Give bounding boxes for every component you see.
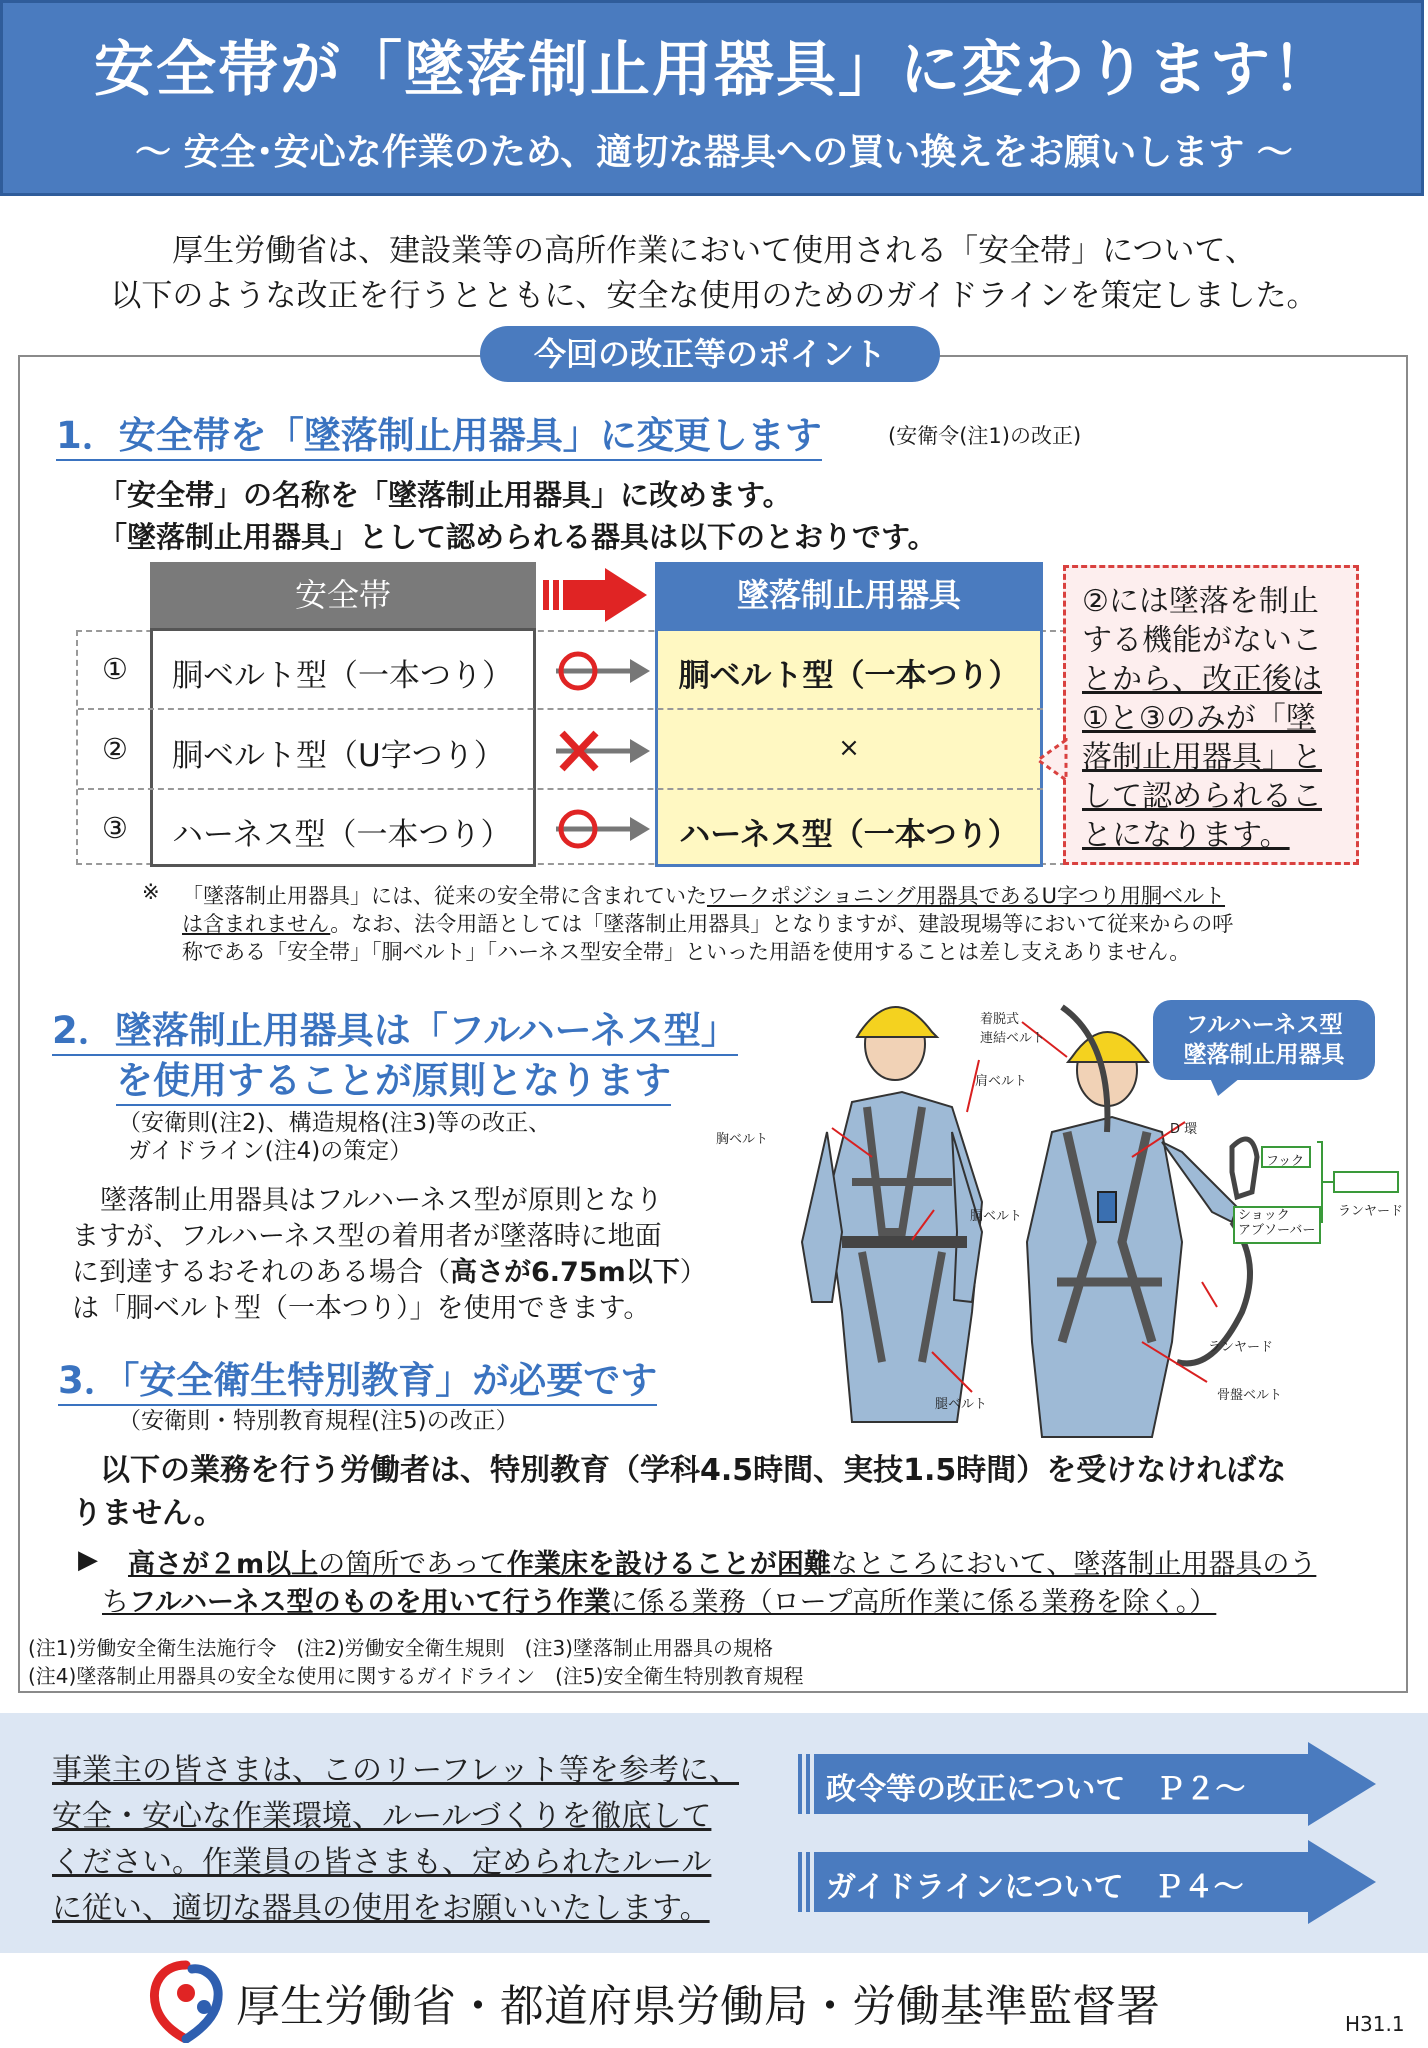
callout-line: 落制止用器具」と (1082, 740, 1322, 775)
table-row-right: × (838, 733, 860, 763)
worker-front-figure (802, 1007, 982, 1422)
section2-body-4: は「胴ベルト型（一本つり）」を使用できます。 (72, 1293, 651, 1324)
label-detachable: 着脱式 連結ベルト (980, 1012, 1046, 1046)
table-row-left: ハーネス型（一本つり） (172, 817, 512, 853)
bullet-triangle-icon: ▶ (78, 1545, 98, 1575)
section3-body-2: りません。 (72, 1496, 224, 1531)
label-hook: フック (1266, 1154, 1305, 1169)
table-row-number: ② (102, 732, 128, 766)
page-title: 安全帯が「墜落制止用器具」に変わります！ (94, 35, 1334, 105)
callout-line: とから、改正後は (1082, 662, 1322, 697)
red-arrow-icon (543, 566, 651, 624)
intro-line-2: 以下のような改正を行うとともに、安全な使用のためのガイドラインを策定しました。 (110, 278, 1318, 314)
footer-organization: 厚生労働省・都道府県労働局・労働基準監督署 (236, 1981, 1160, 2032)
table-right-header: 墜落制止用器具 (655, 562, 1043, 628)
guideline-link-label[interactable]: ガイドラインについて Ｐ４～ (826, 1870, 1244, 1905)
callout-pointer (1036, 738, 1068, 782)
footnote-line-1: 「墜落制止用器具」には、従来の安全帯に含まれていたワークポジショニング用器具であるU字つり用胴ベルト (182, 884, 1226, 908)
bottom-message-line: ください。作業員の皆さまも、定められたルール (52, 1845, 712, 1880)
table-row-number: ③ (102, 811, 128, 845)
label-waist-belt: 胴ベルト (970, 1209, 1023, 1224)
section1-title: 1．安全帯を「墜落制止用器具」に変更します (56, 405, 822, 461)
bubble-line-1: フルハーネス型 (1185, 1012, 1343, 1038)
circle-arrow-icon (550, 806, 652, 852)
callout-line: して認められるこ (1082, 779, 1322, 814)
section2-body-3: に到達するおそれのある場合（高さが6.75m以下） (72, 1257, 707, 1288)
label-shock-absorber: ショック アブソーバー (1238, 1208, 1316, 1238)
label-shoulder-belt: 肩ベルト (975, 1074, 1028, 1089)
section3-title: 3．「安全衛生特別教育」が必要です (58, 1350, 657, 1406)
table-row-right: ハーネス型（一本つり） (679, 817, 1019, 853)
table-left-header: 安全帯 (150, 562, 536, 628)
table-row-left: 胴ベルト型（一本つり） (172, 658, 513, 694)
label-thigh-belt: 腿ベルト (935, 1397, 988, 1412)
circle-arrow-icon (550, 648, 652, 694)
cross-arrow-icon (550, 728, 652, 774)
table-row-separator (78, 788, 1043, 790)
bottom-message-line: に従い、適切な器具の使用をお願いいたします。 (52, 1891, 710, 1926)
section1-line-1: 「安全帯」の名称を「墜落制止用器具」に改めます。 (98, 478, 792, 512)
footnote-line-2: は含まれません。なお、法令用語としては「墜落制止用器具」となりますが、建設現場等において従来からの呼 (182, 912, 1234, 936)
label-chest-belt: 胸ベルト (716, 1132, 769, 1147)
abbreviation-line-1: (注1)労働安全衛生法施行令 (注2)労働安全衛生規則 (注3)墜落制止用器具の規格 (28, 1636, 773, 1660)
section2-note-1: （安衛則(注2)、構造規格(注3)等の改正、 (118, 1110, 552, 1136)
regulation-link-label[interactable]: 政令等の改正について Ｐ２～ (826, 1772, 1246, 1807)
section1-line-2: 「墜落制止用器具」として認められる器具は以下のとおりです。 (98, 520, 937, 554)
table-row-separator (78, 708, 1043, 710)
ministry-logo-icon (142, 1955, 230, 2043)
table-row-number: ① (102, 652, 128, 686)
section2-title-line-2: を使用することが原則となります (116, 1050, 671, 1106)
intro-line-1: 厚生労働省は、建設業等の高所作業において使用される「安全帯」について、 (172, 233, 1256, 269)
bottom-message-line: 安全・安心な作業環境、ルールづくりを徹底して (52, 1799, 712, 1834)
callout-line: ①と③のみが「墜 (1082, 701, 1316, 736)
footnote-line-3: 称である「安全帯」「胴ベルト」「ハーネス型安全帯」といった用語を使用することは差し支えありません。 (182, 940, 1191, 964)
label-pelvic-belt: 骨盤ベルト (1217, 1388, 1283, 1403)
bubble-tail (1210, 1078, 1240, 1096)
section2-title-line-1: 2．墜落制止用器具は「フルハーネス型」 (52, 1000, 738, 1056)
callout-box (1063, 565, 1359, 865)
callout-line: ②には墜落を制止 (1082, 584, 1319, 619)
harness-bubble (1153, 1000, 1375, 1080)
section3-task-line-1: 高さが２m以上の箇所であって作業床を設けることが困難なところにおいて、墜落制止用器具のう (128, 1549, 1317, 1580)
section2-body-1: 墜落制止用器具はフルハーネス型が原則となり (100, 1185, 663, 1216)
table-row-left: 胴ベルト型（U字つり） (172, 738, 505, 774)
label-d-ring: D 環 (1170, 1122, 1198, 1137)
footer-code: H31.1 (1345, 2012, 1405, 2036)
section2-body-2: ますが、フルハーネス型の着用者が墜落時に地面 (72, 1221, 662, 1252)
label-lanyard-bracket: ランヤード (1338, 1204, 1404, 1219)
callout-line: とになります。 (1082, 818, 1290, 853)
section1-note: (安衛令(注1)の改正) (888, 424, 1082, 448)
bottom-message-line: 事業主の皆さまは、このリーフレット等を参考に、 (52, 1753, 739, 1788)
section3-note: （安衛則・特別教育規程(注5)の改正） (118, 1408, 519, 1434)
section3-body-1: 以下の業務を行う労働者は、特別教育（学科4.5時間、実技1.5時間）を受けなければな (100, 1453, 1287, 1488)
footnote-mark: ※ (142, 880, 160, 904)
table-row-right: 胴ベルト型（一本つり） (678, 658, 1020, 694)
bubble-line-2: 墜落制止用器具 (1183, 1042, 1345, 1068)
page-subtitle: ～ 安全･安心な作業のため、適切な器具への買い換えをお願いします ～ (135, 132, 1293, 173)
callout-line: する機能がないこ (1082, 623, 1322, 658)
section3-task-line-2: ちフルハーネス型のものを用いて行う作業に係る業務（ロープ高所作業に係る業務を除く。） (102, 1587, 1217, 1618)
abbreviation-line-2: (注4)墜落制止用器具の安全な使用に関するガイドライン (注5)安全衛生特別教育規程 (28, 1664, 804, 1688)
label-lanyard: ランヤード (1208, 1340, 1274, 1355)
points-badge: 今回の改正等のポイント (480, 326, 940, 382)
section2-note-2: ガイドライン(注4)の策定） (128, 1138, 413, 1164)
